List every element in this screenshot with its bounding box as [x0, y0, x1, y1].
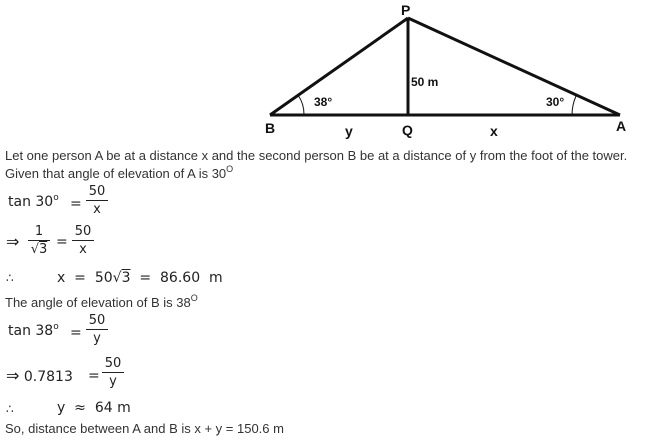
- eq1-sup: o: [53, 193, 59, 203]
- eq5-den: y: [109, 374, 117, 389]
- fraction-bar: [28, 240, 50, 241]
- eq6-therefore: ∴: [6, 402, 14, 416]
- eq1-num: 50: [88, 184, 106, 199]
- eq5-num: 50: [104, 356, 122, 371]
- line-PA: [408, 18, 620, 115]
- eq3-post: = 86.60 m: [130, 270, 223, 286]
- eq1-lhs: tan 30: [8, 194, 54, 210]
- eq3-root-val: 3: [121, 270, 131, 286]
- fraction-bar: [72, 240, 94, 241]
- eq4-lhs: tan 38: [8, 323, 54, 339]
- eq4-den: y: [93, 331, 101, 346]
- label-P: P: [401, 2, 411, 18]
- fraction-bar: [102, 372, 124, 373]
- angle-B-text: The angle of elevation of B is 38: [5, 295, 191, 310]
- eq2-root: √: [30, 242, 39, 257]
- eq5-equals: =: [88, 368, 100, 384]
- eq2-implies: ⇒: [6, 232, 20, 251]
- angle-B-line: [5, 295, 198, 310]
- angle-B-label: 38°: [314, 95, 333, 109]
- eq4-equals: =: [70, 325, 82, 341]
- eq2-root-val: 3: [39, 242, 48, 257]
- fraction-bar: [86, 200, 108, 201]
- height-label: 50 m: [411, 75, 439, 89]
- given-text: Given that angle of elevation of A is 30: [5, 166, 227, 181]
- given-line: [5, 166, 233, 181]
- label-x: x: [490, 123, 498, 139]
- label-A: A: [616, 118, 627, 134]
- angle-arc-B: [298, 95, 304, 115]
- label-y: y: [345, 123, 353, 139]
- intro-line: Let one person A be at a distance x and the second person B be at a distance of y from the foot of the tower.: [5, 148, 628, 163]
- eq4-num: 50: [88, 313, 106, 328]
- eq2-num-right: 50: [74, 224, 92, 239]
- eq2-num-left: 1: [34, 224, 44, 239]
- conclusion-line: So, distance between A and B is x + y = 150.6 m: [5, 421, 284, 436]
- given-sup: O: [226, 164, 234, 174]
- eq4-sup: o: [53, 322, 59, 332]
- eq2-equals: =: [56, 234, 68, 250]
- fraction-bar: [86, 329, 108, 330]
- eq6-text: y ≈ 64 m: [57, 400, 131, 416]
- eq1-den: x: [93, 202, 101, 217]
- eq3-root: √: [112, 270, 122, 286]
- angle-A-label: 30°: [546, 95, 565, 109]
- eq3-pre: x = 50: [57, 270, 113, 286]
- label-Q: Q: [402, 122, 413, 138]
- eq5-implies: ⇒: [6, 366, 20, 385]
- eq3-therefore: ∴: [6, 271, 14, 285]
- angle-arc-A: [572, 96, 576, 115]
- eq2-den-right: x: [79, 242, 87, 257]
- tower-diagram: [0, 0, 656, 150]
- eq5-lhs: 0.7813: [23, 369, 73, 385]
- line-PB: [270, 18, 408, 115]
- label-B: B: [265, 120, 276, 136]
- angle-B-sup: O: [190, 293, 198, 303]
- eq1-equals: =: [70, 196, 82, 212]
